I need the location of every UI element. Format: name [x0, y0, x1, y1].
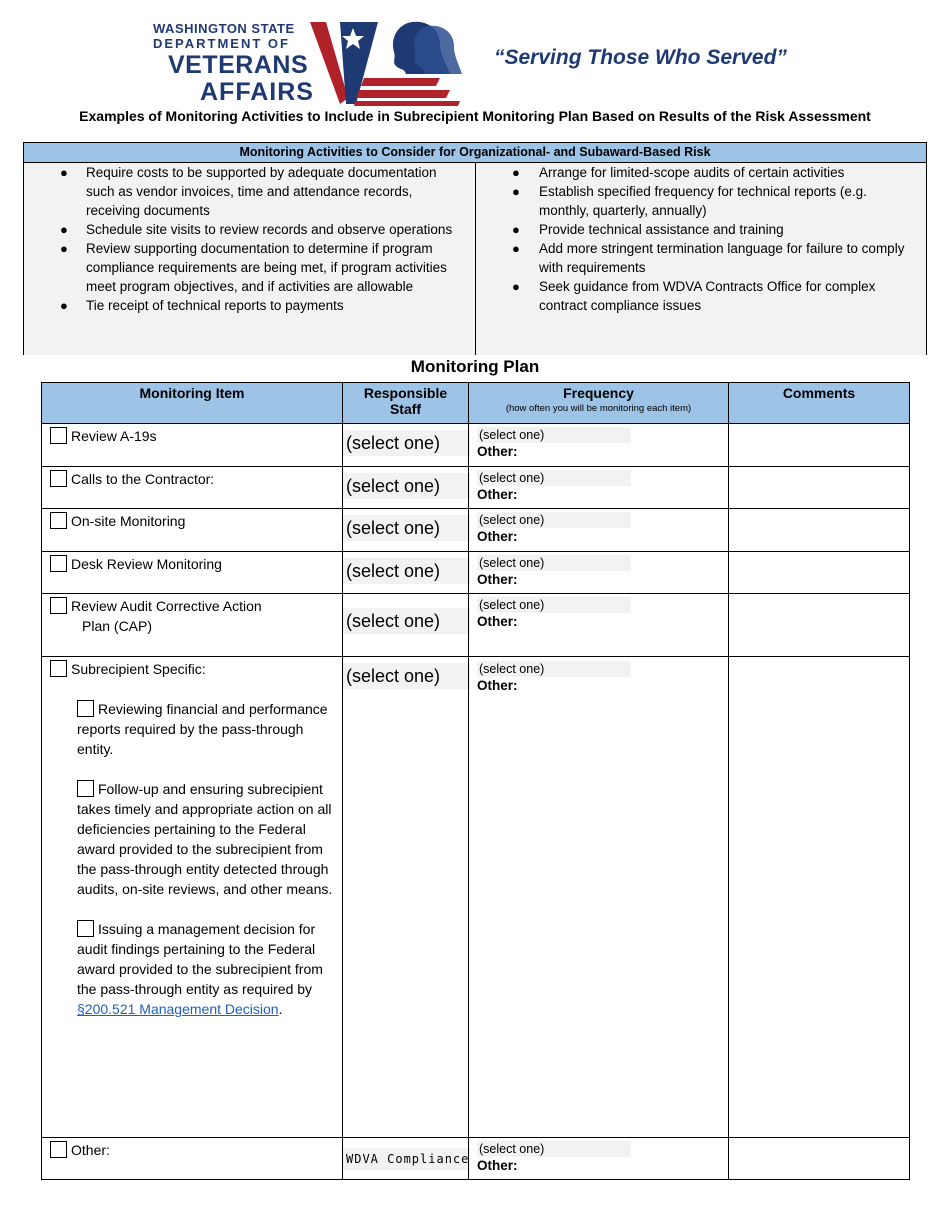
- activities-header: Monitoring Activities to Consider for Organizational- and Subaward-Based Risk: [24, 143, 926, 163]
- frequency-cell: [469, 552, 729, 594]
- checkbox[interactable]: [77, 920, 94, 937]
- activity-item: ● Arrange for limited-scope audits of certain activities: [512, 165, 845, 180]
- frequency-cell: [469, 467, 729, 509]
- comments-cell[interactable]: [729, 594, 910, 657]
- item-cell: Review Audit Corrective Action Plan (CAP): [42, 594, 343, 657]
- item-cell: Subrecipient Specific: Reviewing financial and performance reports required by the pass-through entity. Follow-up and ensuring subrecipient takes timely and appropriate action on all deficiencies pertaining to the Federal award provided to the subrecipient from the pass-through entity detected through audits, on-site reviews, and other means. Issuing a management decision for audit findings pertaining to the Federal award provided to the subrecipient from the pass-through entity as required by §200.521 Management Decision.: [42, 657, 343, 1138]
- staff-cell: [343, 509, 469, 552]
- logo-stripe-3: [354, 101, 460, 106]
- frequency-cell: [469, 424, 729, 467]
- checkbox[interactable]: [50, 470, 67, 487]
- staff-dropdown[interactable]: (select one): [343, 515, 470, 541]
- staff-dropdown[interactable]: (select one): [343, 473, 470, 499]
- table-row: [42, 1138, 910, 1180]
- staff-dropdown[interactable]: (select one): [343, 558, 470, 584]
- item-cell: Desk Review Monitoring: [42, 552, 343, 594]
- frequency-cell: [469, 509, 729, 552]
- checkbox[interactable]: [77, 780, 94, 797]
- staff-dropdown[interactable]: WDVA Compliance: [343, 1148, 470, 1170]
- frequency-subheader: (how often you will be monitoring each item): [505, 403, 692, 414]
- checkbox[interactable]: [50, 555, 67, 572]
- activity-item: ● Review supporting documentation to determine if program compliance requirements are being met, if program activities meet program objectives, and if activities are allowable: [60, 241, 447, 294]
- logo-line-washington-state: WASHINGTON STATE: [153, 21, 295, 36]
- other-label: Other:: [477, 529, 518, 544]
- activity-item: ● Require costs to be supported by adequate documentation such as vendor invoices, time and attendance records, receiving documents: [60, 165, 437, 218]
- sub-item: Reviewing financial and performance reports required by the pass-through entity.: [77, 701, 328, 757]
- checkbox[interactable]: [50, 597, 67, 614]
- sub-item: Follow-up and ensuring subrecipient takes timely and appropriate action on all deficiencies pertaining to the Federal award provided to the subrecipient from the pass-through entity detected through audits, on-site reviews, and other means.: [77, 781, 333, 897]
- activities-table: [23, 142, 927, 355]
- regulation-link[interactable]: §200.521 Management Decision: [77, 1001, 279, 1017]
- item-cell: Review A-19s: [42, 424, 343, 467]
- staff-cell: [343, 1138, 469, 1180]
- item-cell: On-site Monitoring: [42, 509, 343, 552]
- staff-dropdown[interactable]: (select one): [343, 608, 470, 634]
- comments-cell[interactable]: [729, 467, 910, 509]
- frequency-dropdown[interactable]: (select one): [477, 661, 631, 677]
- table-row: [42, 552, 910, 594]
- activity-item: ● Establish specified frequency for technical reports (e.g. monthly, quarterly, annually): [512, 184, 867, 218]
- staff-dropdown[interactable]: (select one): [343, 663, 470, 689]
- frequency-dropdown[interactable]: (select one): [477, 555, 631, 571]
- table-row: [42, 594, 910, 657]
- staff-cell: [343, 594, 469, 657]
- staff-cell: [343, 467, 469, 509]
- checkbox[interactable]: [50, 512, 67, 529]
- table-header-row: [42, 383, 910, 424]
- other-label: Other:: [477, 1158, 518, 1173]
- other-label: Other:: [477, 487, 518, 502]
- frequency-dropdown[interactable]: (select one): [477, 597, 631, 613]
- logo-line-veterans: VETERANS: [168, 51, 309, 79]
- activity-item: ● Schedule site visits to review records and observe operations: [60, 222, 453, 237]
- veteran-profile-2-icon: [414, 26, 462, 74]
- activities-left-column: [24, 163, 476, 355]
- activity-item: ● Tie receipt of technical reports to payments: [60, 298, 344, 313]
- frequency-cell: [469, 1138, 729, 1180]
- staff-cell: [343, 657, 469, 1138]
- comments-cell[interactable]: [729, 657, 910, 1138]
- frequency-dropdown[interactable]: (select one): [477, 1141, 631, 1157]
- header-frequency: Frequency (how often you will be monitoring each item): [469, 383, 729, 424]
- frequency-dropdown[interactable]: (select one): [477, 470, 631, 486]
- activity-item: ● Add more stringent termination language for failure to comply with requirements: [512, 241, 905, 275]
- comments-cell[interactable]: [729, 509, 910, 552]
- comments-cell[interactable]: [729, 424, 910, 467]
- checkbox[interactable]: [50, 660, 67, 677]
- comments-cell[interactable]: [729, 552, 910, 594]
- frequency-cell: [469, 594, 729, 657]
- activities-right-column: [476, 163, 926, 355]
- document-title: Examples of Monitoring Activities to Include in Subrecipient Monitoring Plan Based on Results of the Risk Assessment: [79, 108, 871, 124]
- logo-stripe-1: [361, 78, 440, 86]
- header-responsible-staff: Responsible Staff: [343, 383, 469, 424]
- item-cell: Calls to the Contractor:: [42, 467, 343, 509]
- checkbox[interactable]: [50, 427, 67, 444]
- other-label: Other:: [477, 678, 518, 693]
- comments-cell[interactable]: [729, 1138, 910, 1180]
- logo-stripe-2: [356, 90, 450, 98]
- item-cell: Other:: [42, 1138, 343, 1180]
- header-comments: Comments: [729, 383, 910, 424]
- staff-cell: [343, 424, 469, 467]
- staff-dropdown[interactable]: (select one): [343, 430, 470, 456]
- checkbox[interactable]: [77, 700, 94, 717]
- staff-cell: [343, 552, 469, 594]
- table-row: [42, 424, 910, 467]
- other-label: Other:: [477, 572, 518, 587]
- header-monitoring-item: Monitoring Item: [42, 383, 343, 424]
- table-row: [42, 509, 910, 552]
- monitoring-plan-table: [41, 382, 910, 1180]
- plan-title: Monitoring Plan: [410, 357, 540, 376]
- other-label: Other:: [477, 444, 518, 459]
- checkbox[interactable]: [50, 1141, 67, 1158]
- table-row: [42, 657, 910, 1138]
- logo-line-department-of: DEPARTMENT OF: [153, 36, 290, 51]
- frequency-dropdown[interactable]: (select one): [477, 512, 631, 528]
- activity-item: ● Seek guidance from WDVA Contracts Office for complex contract compliance issues: [512, 279, 876, 313]
- frequency-cell: [469, 657, 729, 1138]
- logo-line-affairs: AFFAIRS: [200, 78, 314, 106]
- other-label: Other:: [477, 614, 518, 629]
- activity-item: ● Provide technical assistance and training: [512, 222, 784, 237]
- table-row: [42, 467, 910, 509]
- frequency-dropdown[interactable]: (select one): [477, 427, 631, 443]
- tagline: “Serving Those Who Served”: [494, 46, 787, 69]
- sub-item: Issuing a management decision for audit findings pertaining to the Federal award provided to the subrecipient from the pass-through entity as required by §200.521 Management Decision.: [77, 921, 323, 1017]
